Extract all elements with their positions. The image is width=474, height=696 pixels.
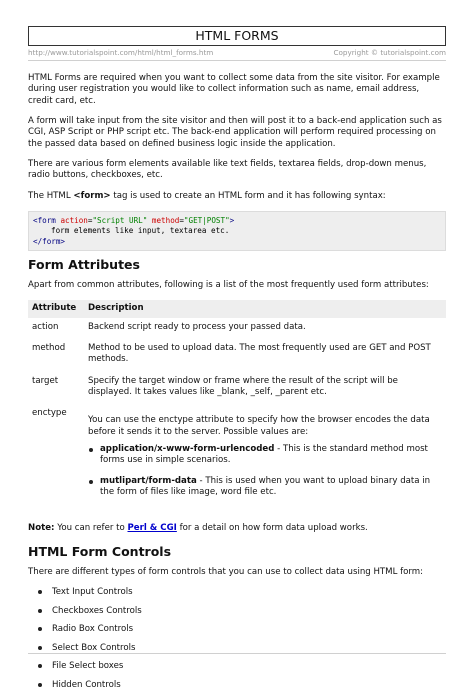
list-item: application/x-www-form-urlencoded - This is the standard method most forms use in simple scenarios.: [88, 444, 442, 467]
intro-paragraph-2: A form will take input from the site visitor and then will post it to a back-end application such as CGI, ASP Script or PHP script etc. The back-end application will perform required processing on the passed data based on defined business logic inside the application.: [28, 116, 446, 150]
enctype-description: You can use the enctype attribute to specify how the browser encodes the data before it sends it to the server. Possible values are:: [88, 415, 442, 438]
table-header-row: [28, 300, 446, 317]
form-controls-intro: There are different types of form controls that you can use to collect data using HTML form:: [28, 567, 446, 578]
attribute-name: target: [28, 372, 84, 405]
code-line-body: form elements like input, textarea etc.: [33, 226, 441, 236]
intro-paragraph-1: HTML Forms are required when you want to collect some data from the site visitor. For example during user registration you would like to collect information such as name, email address, credit card, etc.: [28, 73, 446, 107]
footer-divider: [28, 653, 446, 654]
column-header-attribute: Attribute: [28, 300, 84, 317]
attribute-name: action: [28, 318, 84, 339]
intro-paragraph-3: There are various form elements available like text fields, textarea fields, drop-down menus, radio buttons, checkboxes, etc.: [28, 159, 446, 182]
column-header-description: Description: [84, 300, 446, 317]
form-attributes-heading: Form Attributes: [28, 257, 446, 272]
code-line-close: </form>: [33, 237, 441, 247]
note-paragraph: Note: You can refer to Perl & CGI for a detail on how form data upload works.: [28, 523, 446, 534]
form-attributes-intro: Apart from common attributes, following is a list of the most frequently used form attributes:: [28, 280, 446, 291]
attribute-name: enctype: [28, 404, 84, 513]
form-controls-list: [28, 585, 446, 696]
table-row: [28, 318, 446, 339]
attribute-description: Specify the target window or frame where the result of the script will be displayed. It takes values like _blank, _self, _parent etc.: [84, 372, 446, 405]
form-tag-name: <form>: [73, 191, 110, 201]
header-meta: [28, 48, 446, 61]
list-item: Radio Box Controls: [28, 622, 446, 641]
attribute-name: method: [28, 339, 84, 372]
copyright-text: Copyright © tutorialspoint.com: [333, 48, 446, 58]
list-item: Select Box Controls: [28, 641, 446, 660]
intro-paragraph-4: The HTML <form> tag is used to create an HTML form and it has following syntax:: [28, 191, 446, 202]
note-label: Note:: [28, 523, 54, 533]
code-block: [28, 211, 446, 251]
list-item: Checkboxes Controls: [28, 604, 446, 623]
table-row: [28, 404, 446, 513]
table-row: [28, 339, 446, 372]
enctype-values-list: [88, 444, 442, 498]
attribute-description: Method to be used to upload data. The most frequently used are GET and POST methods.: [84, 339, 446, 372]
table-row: [28, 372, 446, 405]
form-controls-heading: HTML Form Controls: [28, 544, 446, 559]
attribute-description: [84, 404, 446, 513]
code-line-open: <form action="Script URL" method="GET|POST">: [33, 216, 441, 226]
content: [28, 73, 446, 696]
source-url[interactable]: http://www.tutorialspoint.com/html/html_forms.htm: [28, 48, 213, 58]
page-title: HTML FORMS: [28, 26, 446, 46]
list-item: Text Input Controls: [28, 585, 446, 604]
list-item: mutlipart/form-data - This is used when you want to upload binary data in the form of files like image, word file etc.: [88, 476, 442, 499]
attribute-description: Backend script ready to process your passed data.: [84, 318, 446, 339]
attributes-table: [28, 300, 446, 513]
perl-cgi-link[interactable]: Perl & CGI: [128, 523, 177, 533]
list-item: Hidden Controls: [28, 678, 446, 696]
list-item: File Select boxes: [28, 659, 446, 678]
